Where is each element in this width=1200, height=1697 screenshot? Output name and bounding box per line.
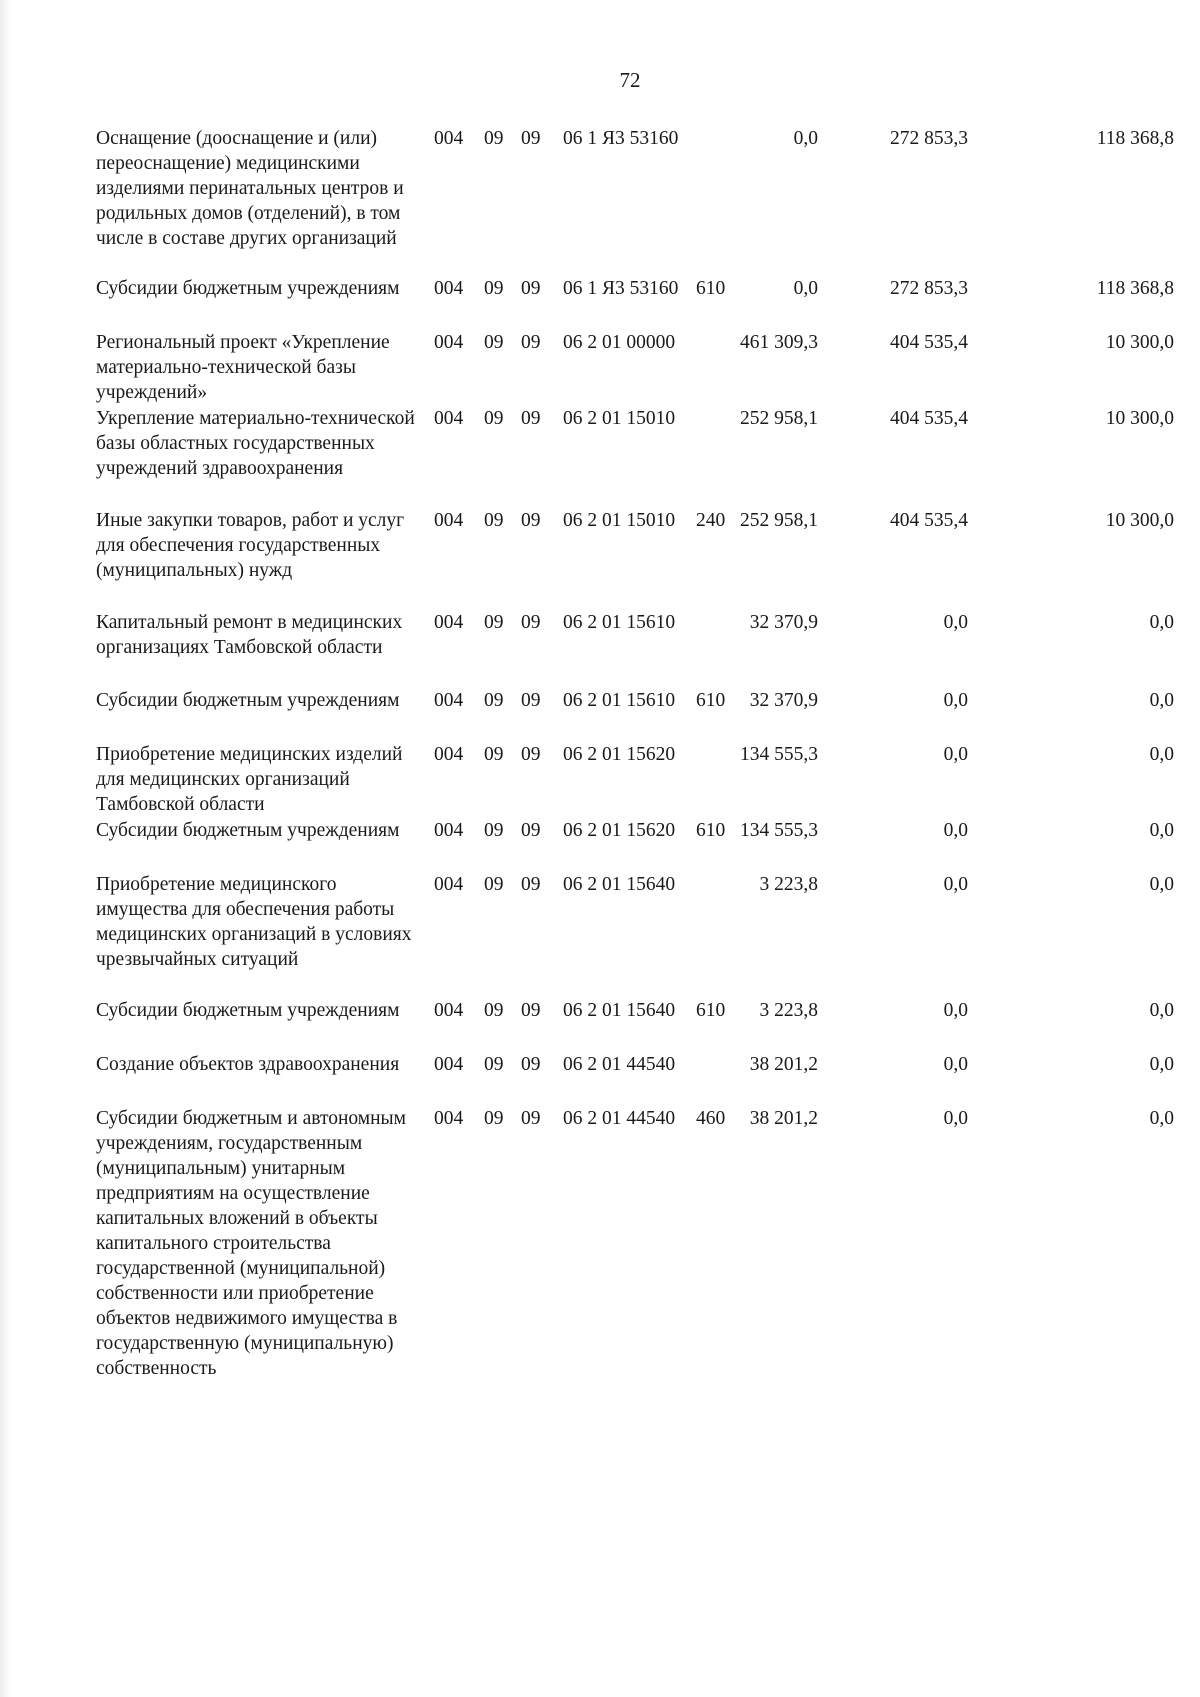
row-name: Субсидии бюджетным учреждениям xyxy=(96,278,400,299)
row-amount-year-1: 38 201,2 xyxy=(749,1054,818,1075)
row-amount-year-2: 0,0 xyxy=(943,690,968,711)
table-row xyxy=(96,872,1174,972)
table-row xyxy=(96,406,1174,481)
row-amount-year-3: 10 300,0 xyxy=(1105,408,1174,429)
row-amount-year-1: 38 201,2 xyxy=(749,1108,818,1129)
row-amount-year-1: 0,0 xyxy=(793,128,818,149)
row-section-code: 09 xyxy=(484,820,504,841)
row-target-article-code: 06 2 01 15620 xyxy=(563,744,676,765)
row-grbs-code: 004 xyxy=(434,744,464,765)
row-target-article-code: 06 2 01 44540 xyxy=(563,1054,676,1075)
row-subsection-code: 09 xyxy=(521,408,541,429)
row-amount-year-2: 272 853,3 xyxy=(890,278,968,299)
row-amount-year-1: 134 555,3 xyxy=(740,744,818,765)
row-amount-year-1: 461 309,3 xyxy=(740,332,818,353)
table-row xyxy=(96,276,1174,301)
row-target-article-code: 06 2 01 15640 xyxy=(563,1000,676,1021)
row-amount-year-2: 0,0 xyxy=(943,1000,968,1021)
row-subsection-code: 09 xyxy=(521,874,541,895)
row-subsection-code: 09 xyxy=(521,612,541,633)
page-number: 72 xyxy=(619,68,641,92)
row-amount-year-1: 3 223,8 xyxy=(759,1000,818,1021)
row-section-code: 09 xyxy=(484,128,504,149)
row-section-code: 09 xyxy=(484,408,504,429)
row-expense-type-code: 610 xyxy=(696,690,726,711)
row-subsection-code: 09 xyxy=(521,278,541,299)
row-section-code: 09 xyxy=(484,1108,504,1129)
table-row xyxy=(96,1052,1174,1077)
row-amount-year-1: 3 223,8 xyxy=(759,874,818,895)
row-grbs-code: 004 xyxy=(434,128,464,149)
row-expense-type-code: 610 xyxy=(696,278,726,299)
row-name: Субсидии бюджетным учреждениям xyxy=(96,1000,400,1021)
row-subsection-code: 09 xyxy=(521,744,541,765)
row-amount-year-2: 0,0 xyxy=(943,874,968,895)
row-target-article-code: 06 2 01 15610 xyxy=(563,690,676,711)
row-subsection-code: 09 xyxy=(521,332,541,353)
row-grbs-code: 004 xyxy=(434,510,464,531)
row-amount-year-3: 0,0 xyxy=(1149,1108,1174,1129)
scan-edge-shadow xyxy=(0,0,10,1697)
row-grbs-code: 004 xyxy=(434,408,464,429)
row-section-code: 09 xyxy=(484,1000,504,1021)
row-section-code: 09 xyxy=(484,690,504,711)
row-amount-year-2: 0,0 xyxy=(943,612,968,633)
row-grbs-code: 004 xyxy=(434,612,464,633)
row-name: Создание объектов здравоохранения xyxy=(96,1054,400,1075)
row-grbs-code: 004 xyxy=(434,820,464,841)
row-expense-type-code: 610 xyxy=(696,1000,726,1021)
row-subsection-code: 09 xyxy=(521,690,541,711)
row-name: Субсидии бюджетным учреждениям xyxy=(96,690,400,711)
row-amount-year-3: 0,0 xyxy=(1149,1054,1174,1075)
row-amount-year-2: 404 535,4 xyxy=(890,510,968,531)
row-amount-year-1: 32 370,9 xyxy=(749,612,818,633)
row-target-article-code: 06 2 01 15010 xyxy=(563,510,676,531)
table-row xyxy=(96,998,1174,1023)
row-amount-year-2: 0,0 xyxy=(943,1054,968,1075)
row-target-article-code: 06 2 01 00000 xyxy=(563,332,676,353)
row-name: Укрепление материально-технической базы областных государственных учреждений здравоохранения xyxy=(96,408,415,479)
row-section-code: 09 xyxy=(484,874,504,895)
row-target-article-code: 06 1 Я3 53160 xyxy=(563,128,679,149)
row-target-article-code: 06 2 01 15010 xyxy=(563,408,676,429)
row-section-code: 09 xyxy=(484,612,504,633)
row-section-code: 09 xyxy=(484,744,504,765)
row-amount-year-3: 0,0 xyxy=(1149,1000,1174,1021)
row-expense-type-code: 610 xyxy=(696,820,726,841)
row-target-article-code: 06 2 01 15640 xyxy=(563,874,676,895)
table-row xyxy=(96,610,1174,660)
row-amount-year-2: 404 535,4 xyxy=(890,408,968,429)
row-grbs-code: 004 xyxy=(434,690,464,711)
row-target-article-code: 06 2 01 44540 xyxy=(563,1108,676,1129)
row-grbs-code: 004 xyxy=(434,1054,464,1075)
row-subsection-code: 09 xyxy=(521,510,541,531)
row-amount-year-2: 0,0 xyxy=(943,820,968,841)
table-row xyxy=(96,742,1174,817)
row-grbs-code: 004 xyxy=(434,1000,464,1021)
row-amount-year-3: 118 368,8 xyxy=(1096,128,1174,149)
row-grbs-code: 004 xyxy=(434,332,464,353)
row-section-code: 09 xyxy=(484,1054,504,1075)
row-grbs-code: 004 xyxy=(434,874,464,895)
row-amount-year-3: 10 300,0 xyxy=(1105,332,1174,353)
row-target-article-code: 06 2 01 15620 xyxy=(563,820,676,841)
row-section-code: 09 xyxy=(484,510,504,531)
row-amount-year-1: 252 958,1 xyxy=(740,408,818,429)
row-name: Региональный проект «Укрепление материально-технической базы учреждений» xyxy=(96,332,390,403)
row-name: Иные закупки товаров, работ и услуг для обеспечения государственных (муниципальных) нужд xyxy=(96,510,405,581)
row-amount-year-2: 0,0 xyxy=(943,1108,968,1129)
row-amount-year-1: 252 958,1 xyxy=(740,510,818,531)
row-name: Приобретение медицинского имущества для обеспечения работы медицинских организаций в условиях чрезвычайных ситуаций xyxy=(96,874,412,970)
row-amount-year-3: 118 368,8 xyxy=(1096,278,1174,299)
row-amount-year-3: 0,0 xyxy=(1149,820,1174,841)
row-amount-year-1: 134 555,3 xyxy=(740,820,818,841)
row-name: Приобретение медицинских изделий для медицинских организаций Тамбовской области xyxy=(96,744,403,815)
table-row xyxy=(96,508,1174,583)
table-row xyxy=(96,126,1174,251)
row-subsection-code: 09 xyxy=(521,820,541,841)
row-amount-year-1: 32 370,9 xyxy=(749,690,818,711)
row-name: Субсидии бюджетным учреждениям xyxy=(96,820,400,841)
table-row xyxy=(96,1106,1174,1381)
row-expense-type-code: 460 xyxy=(696,1108,726,1129)
row-subsection-code: 09 xyxy=(521,128,541,149)
table-row xyxy=(96,818,1174,843)
table-row xyxy=(96,688,1174,713)
row-expense-type-code: 240 xyxy=(696,510,726,531)
row-amount-year-2: 404 535,4 xyxy=(890,332,968,353)
row-name: Субсидии бюджетным и автономным учреждениям, государственным (муниципальным) унитарным предприятиям на осуществление капитальных вложений в объекты капитального строительства государственной (муниципальной) собственности или приобретение объектов недвижимого имущества в государственную (муниципальную) собственность xyxy=(96,1108,406,1379)
row-subsection-code: 09 xyxy=(521,1000,541,1021)
row-amount-year-2: 0,0 xyxy=(943,744,968,765)
row-subsection-code: 09 xyxy=(521,1054,541,1075)
row-amount-year-3: 0,0 xyxy=(1149,612,1174,633)
row-amount-year-1: 0,0 xyxy=(793,278,818,299)
row-name: Капитальный ремонт в медицинских организациях Тамбовской области xyxy=(96,612,403,658)
row-subsection-code: 09 xyxy=(521,1108,541,1129)
table-row xyxy=(96,330,1174,405)
row-name: Оснащение (дооснащение и (или) переоснащение) медицинскими изделиями перинатальных центров и родильных домов (отделений), в том числе в составе других организаций xyxy=(96,128,404,249)
row-amount-year-3: 0,0 xyxy=(1149,690,1174,711)
row-amount-year-3: 0,0 xyxy=(1149,874,1174,895)
row-section-code: 09 xyxy=(484,332,504,353)
row-amount-year-3: 10 300,0 xyxy=(1105,510,1174,531)
row-amount-year-3: 0,0 xyxy=(1149,744,1174,765)
row-target-article-code: 06 1 Я3 53160 xyxy=(563,278,679,299)
row-grbs-code: 004 xyxy=(434,1108,464,1129)
row-section-code: 09 xyxy=(484,278,504,299)
row-target-article-code: 06 2 01 15610 xyxy=(563,612,676,633)
row-amount-year-2: 272 853,3 xyxy=(890,128,968,149)
row-grbs-code: 004 xyxy=(434,278,464,299)
